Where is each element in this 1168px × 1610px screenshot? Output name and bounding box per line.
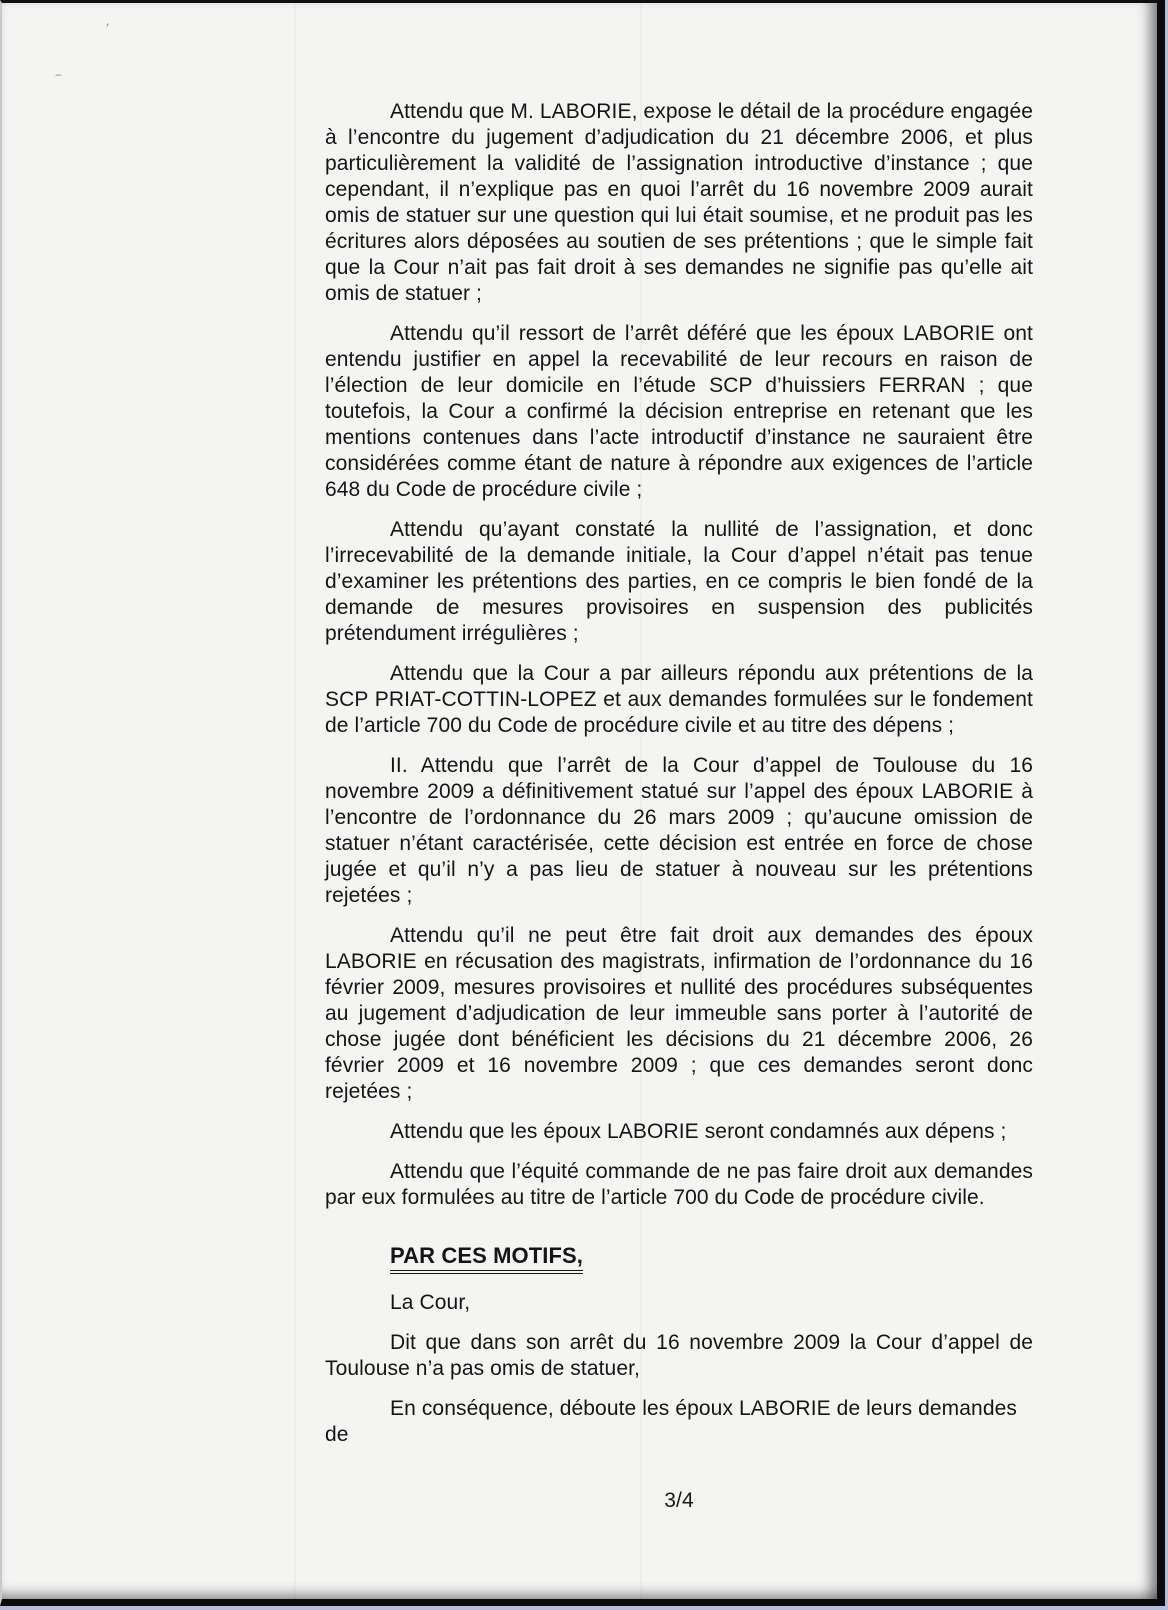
attendu-paragraph-4: Attendu que la Cour a par ailleurs répondu aux prétentions de la SCP PRIAT-COTTIN-LOPEZ et aux demandes formulées sur le fondement de l’article 700 du Code de procédure civile et au titre des dépens ; (325, 662, 1033, 737)
heading-text: PAR CES MOTIFS, (390, 1243, 583, 1274)
page-number: 3/4 (664, 1489, 694, 1512)
attendu-paragraph-5: II. Attendu que l’arrêt de la Cour d’appel de Toulouse du 16 novembre 2009 a définitivement statué sur l’appel des époux LABORIE à l’encontre de l’ordonnance du 26 mars 2009 ; qu’aucune omission de statuer n’étant caractérisée, cette décision est entrée en force de chose jugée et qu’il n’y a pas lieu de statuer à nouveau sur les prétentions rejetées ; (325, 754, 1033, 907)
attendu-paragraph-2: Attendu qu’il ressort de l’arrêt déféré que les époux LABORIE ont entendu justifier en appel la recevabilité de leur recours en raison de l’élection de leur domicile en l’étude SCP d’huissiers FERRAN ; que toutefois, la Cour a confirmé la décision entreprise en retenant que les mentions contenues dans l’acte introductif d’instance ne sauraient être considérées comme étant de nature à répondre aux exigences de l’article 648 du Code de procédure civile ; (325, 322, 1033, 501)
scan-speck: ~ (54, 67, 63, 83)
attendu-paragraph-1: Attendu que M. LABORIE, expose le détail de la procédure engagée à l’encontre du jugement d’adjudication du 21 décembre 2006, et plus particulièrement la validité de l’assignation introductive d’instance ; que cependant, il n’explique pas en quoi l’arrêt du 16 novembre 2009 aurait omis de statuer sur une question qui lui était soumise, et ne produit pas les écritures alors déposées au soutien de ses prétentions ; que le simple fait que la Cour n’ait pas fait droit à ses demandes ne signifie pas qu’elle ait omis de statuer ; (325, 100, 1033, 305)
attendu-paragraph-6: Attendu qu’il ne peut être fait droit aux demandes des époux LABORIE en récusation des magistrats, infirmation de l’ordonnance du 16 février 2009, mesures provisoires et nullité des procédures subséquentes au jugement d’adjudication de leur immeuble sans porter à l’autorité de chose jugée dont bénéficient les décisions du 21 décembre 2006, 26 février 2009 et 16 novembre 2009 ; que ces demandes seront donc rejetées ; (325, 924, 1033, 1103)
document-body (325, 99, 1033, 1514)
attendu-paragraph-7: Attendu que les époux LABORIE seront condamnés aux dépens ; (390, 1120, 1007, 1143)
par-ces-motifs-heading (390, 1243, 1033, 1274)
scan-speck: ’ (102, 19, 111, 37)
attendu-paragraph-3: Attendu qu’ayant constaté la nullité de l’assignation, et donc l’irrecevabilité de la demande initiale, la Cour d’appel n’était pas tenue d’examiner les prétentions des parties, en ce compris le bien fondé de la demande de mesures provisoires en suspension des publicités prétendument irrégulières ; (325, 518, 1033, 645)
scan-fold-line (294, 3, 296, 1599)
closing-line-dit-que: Dit que dans son arrêt du 16 novembre 2009 la Cour d’appel de Toulouse n’a pas omis de statuer, (325, 1331, 1033, 1380)
attendu-paragraph-8: Attendu que l’équité commande de ne pas faire droit aux demandes par eux formulées au titre de l’article 700 du Code de procédure civile. (325, 1160, 1033, 1209)
closing-line-en-consequence: En conséquence, déboute les époux LABORIE de leurs demandes de (325, 1397, 1017, 1446)
closing-line-la-cour: La Cour, (390, 1291, 471, 1314)
